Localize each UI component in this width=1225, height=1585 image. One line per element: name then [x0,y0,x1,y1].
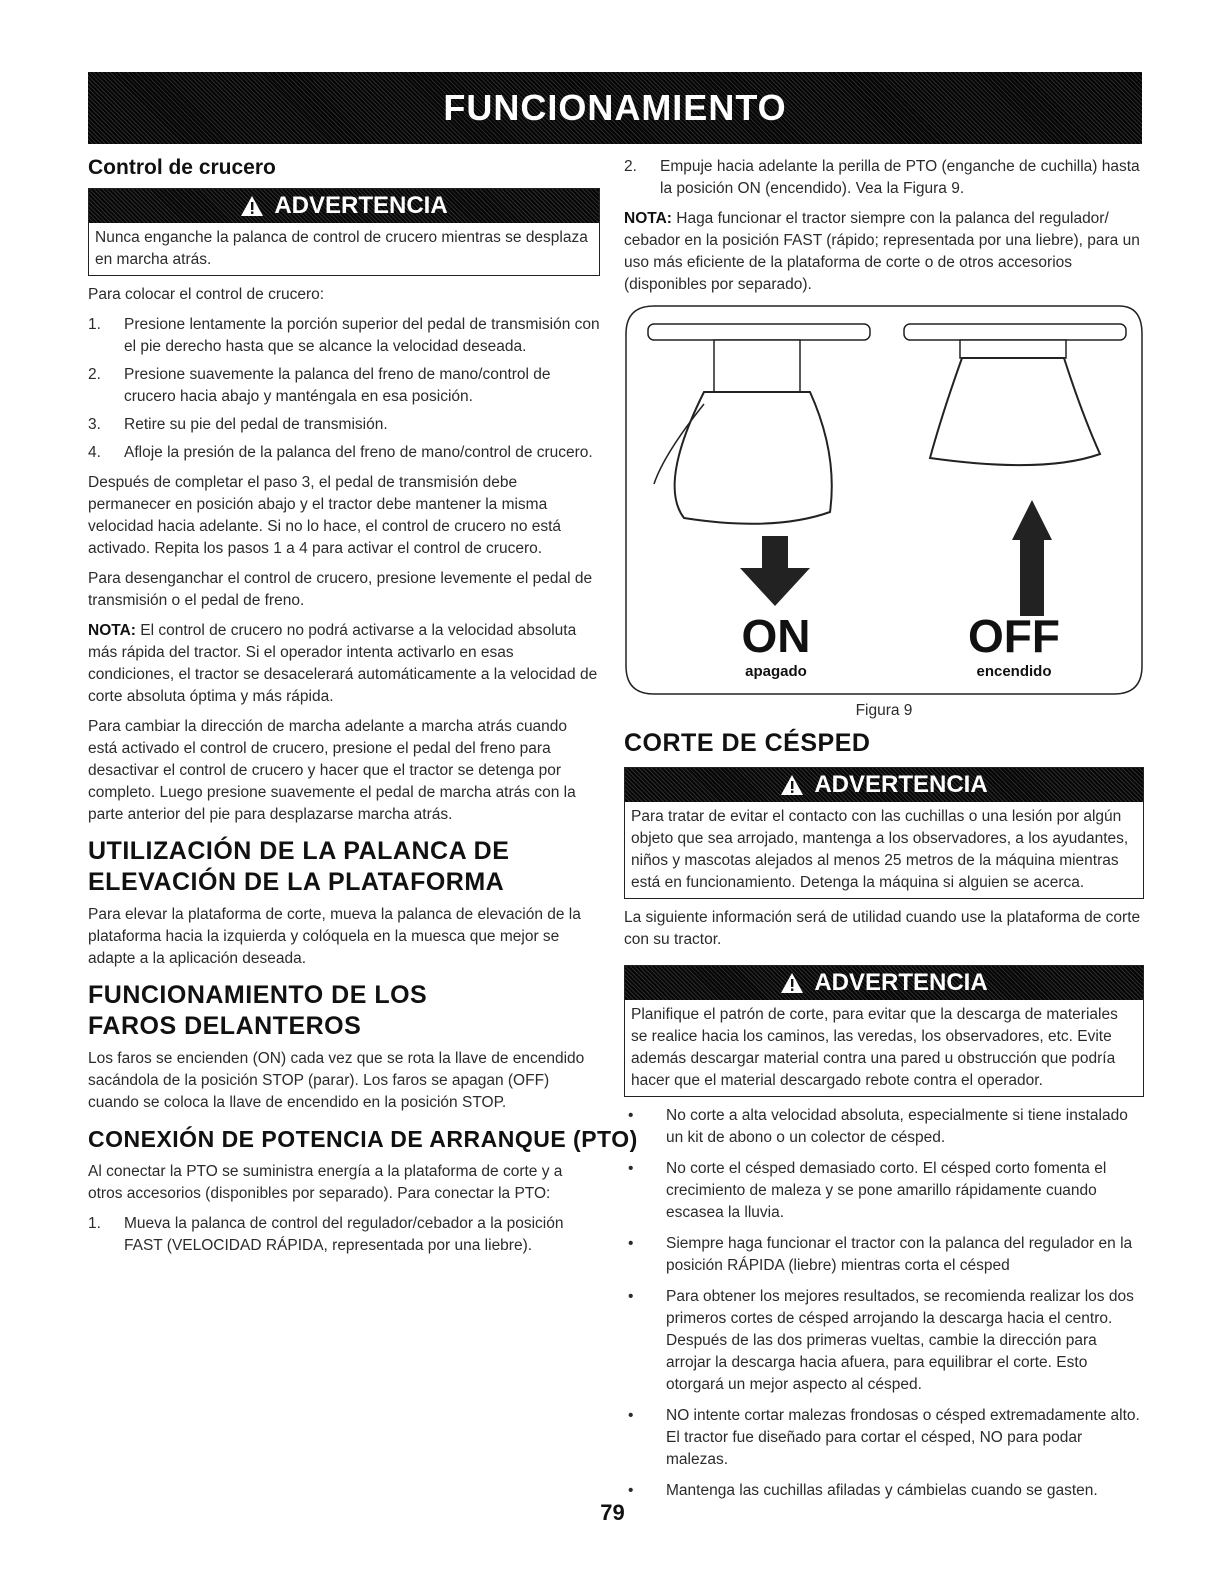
paragraph: Al conectar la PTO se suministra energía a la plataforma de corte y a otros accesorios (disponibles por separado). Para conectar la PTO: [88,1163,563,1202]
figure-on-sublabel: apagado [745,663,807,680]
pto-steps [88,1213,600,1257]
list-item: 1. Presione lentamente la porción superior del pedal de transmisión con el pie derecho hasta que se alcance la velocidad deseada. [88,316,600,355]
list-item: • NO intente cortar malezas frondosas o césped extremadamente alto. El tractor fue diseñado para cortar el césped, NO para podar malezas. [628,1407,1140,1468]
right-column [624,156,1144,1511]
figure-off-sublabel: encendido [976,663,1052,680]
warning-text: Nunca enganche la palanca de control de crucero mientras se desplaza en marcha atrás. [95,229,588,268]
figure-9-pto-knob [624,304,1144,696]
note-paragraph: NOTA: El control de crucero no podrá activarse a la velocidad absoluta más rápida del tractor. Si el operador intenta activarlo en esas condiciones, el tractor se desacelerará automáticamente a la velocidad de corte absoluta óptima y más rápida. [88,622,598,705]
cruise-intro: Para colocar el control de crucero: [88,286,325,303]
section-banner [88,72,1142,144]
list-item: 3. Retire su pie del pedal de transmisión. [88,416,388,433]
warning-text: Para tratar de evitar el contacto con las cuchillas o una lesión por algún objeto que sea arrojado, mantenga a los observadores, a los ayudantes, niños y mascotas alejados al menos 25 metros de la máquina mientras está en funcionamiento. Detenga la máquina si alguien se acerca. [631,808,1129,891]
list-item: • Siempre haga funcionar el tractor con la palanca del regulador en la posición RÁPIDA (liebre) mientras corta el césped [628,1235,1133,1274]
warning-header [625,966,1143,1000]
warning-label: ADVERTENCIA [814,969,988,996]
list-item: • Para obtener los mejores resultados, se recomienda realizar los dos primeros cortes de césped arrojando la descarga hacia el centro. Después de las dos primeras vueltas, cambie la dirección para arrojar la descarga hacia afuera, para equilibrar el corte. Esto otorgará un mejor aspecto al césped. [628,1288,1134,1393]
knob-on-icon [648,324,870,524]
paragraph: Para cambiar la dirección de marcha adelante a marcha atrás cuando está activado el control de crucero, presione el pedal del freno para desactivar el control de crucero y hacer que el tractor se detenga por completo. Luego presione suavemente el pedal de marcha atrás con la parte anterior del pie para desplazarse marcha atrás. [88,718,576,823]
list-item: 1. Mueva la palanca de control del regulador/cebador a la posición FAST (VELOCIDAD RÁPIDA, representada por una liebre). [88,1215,564,1254]
list-item: • No corte el césped demasiado corto. El césped corto fomenta el crecimiento de maleza y se pone amarillo rápidamente cuando escasea la lluvia. [628,1160,1107,1221]
pto-knob-illustration [624,304,1144,696]
paragraph: Los faros se encienden (ON) cada vez que se rota la llave de encendido sacándola de la posición STOP (parar). Los faros se apagan (OFF) cuando se coloca la llave de encendido en la posición STOP. [88,1050,585,1111]
list-item: 2. Presione suavemente la palanca del freno de mano/control de crucero hacia abajo y manténgala en esa posición. [88,366,551,405]
figure-caption: Figura 9 [855,702,913,719]
warning-triangle-icon [780,972,804,994]
warning-box [624,965,1144,1097]
cruise-control-heading: Control de crucero [88,156,276,179]
knob-off-icon [904,324,1126,465]
headlights-heading: FUNCIONAMIENTO DE LOS FAROS DELANTEROS [88,981,428,1040]
paragraph: Después de completar el paso 3, el pedal de transmisión debe permanecer en posición abajo y el tractor debe mantener la misma velocidad hacia adelante. Si no lo hace, el control de crucero no está activado. Repita los pasos 1 a 4 para activar el control de crucero. [88,474,562,557]
figure-on-label: ON [741,610,811,662]
warning-text: Planifique el patrón de corte, para evitar que la descarga de materiales se realice hacia los caminos, las veredas, los observadores, etc. Evite además descargar material contra una pared u obstrucción que podría hacer que el material descargado rebote contra el operador. [631,1006,1118,1089]
list-item: 4. Afloje la presión de la palanca del freno de mano/control de crucero. [88,444,593,461]
cruise-steps [88,314,600,464]
list-item: 2. Empuje hacia adelante la perilla de PTO (enganche de cuchilla) hasta la posición ON (encendido). Vea la Figura 9. [624,158,1140,197]
page-title: FUNCIONAMIENTO [443,87,787,128]
warning-header [625,768,1143,802]
paragraph: La siguiente información será de utilidad cuando use la plataforma de corte con su tractor. [624,909,1141,948]
warning-header [89,189,599,223]
figure-off-label: OFF [968,610,1060,662]
pto-steps-continued [624,156,1144,200]
pto-heading: CONEXIÓN DE POTENCIA DE ARRANQUE (PTO) [88,1126,638,1152]
arrow-up-icon [1012,500,1052,616]
page-number: 79 [600,1500,625,1525]
mowing-heading: CORTE DE CÉSPED [624,729,871,757]
mowing-tips-list [624,1105,1144,1502]
warning-label: ADVERTENCIA [814,771,988,798]
warning-triangle-icon [780,774,804,796]
warning-triangle-icon [240,195,264,217]
arrow-down-icon [740,536,810,606]
note-paragraph: NOTA: Haga funcionar el tractor siempre con la palanca del regulador/ cebador en la posición FAST (rápido; representada por una liebre), para un uso más eficiente de la plataforma de corte o de otros accesorios (disponibles por separado). [624,210,1140,293]
list-item: • Mantenga las cuchillas afiladas y cámbielas cuando se gasten. [628,1482,1098,1499]
warning-box [624,767,1144,899]
left-column [88,152,638,1265]
warning-box [88,188,600,276]
list-item: • No corte a alta velocidad absoluta, especialmente si tiene instalado un kit de abono o un colector de césped. [628,1107,1128,1146]
paragraph: Para desenganchar el control de crucero, presione levemente el pedal de transmisión o el pedal de freno. [88,570,593,609]
lift-lever-heading: UTILIZACIÓN DE LA PALANCA DE ELEVACIÓN DE LA PLATAFORMA [88,837,510,896]
paragraph: Para elevar la plataforma de corte, mueva la palanca de elevación de la plataforma hacia la izquierda y colóquela en la muesca que mejor se adapte a la aplicación deseada. [88,906,581,967]
warning-label: ADVERTENCIA [274,192,448,219]
